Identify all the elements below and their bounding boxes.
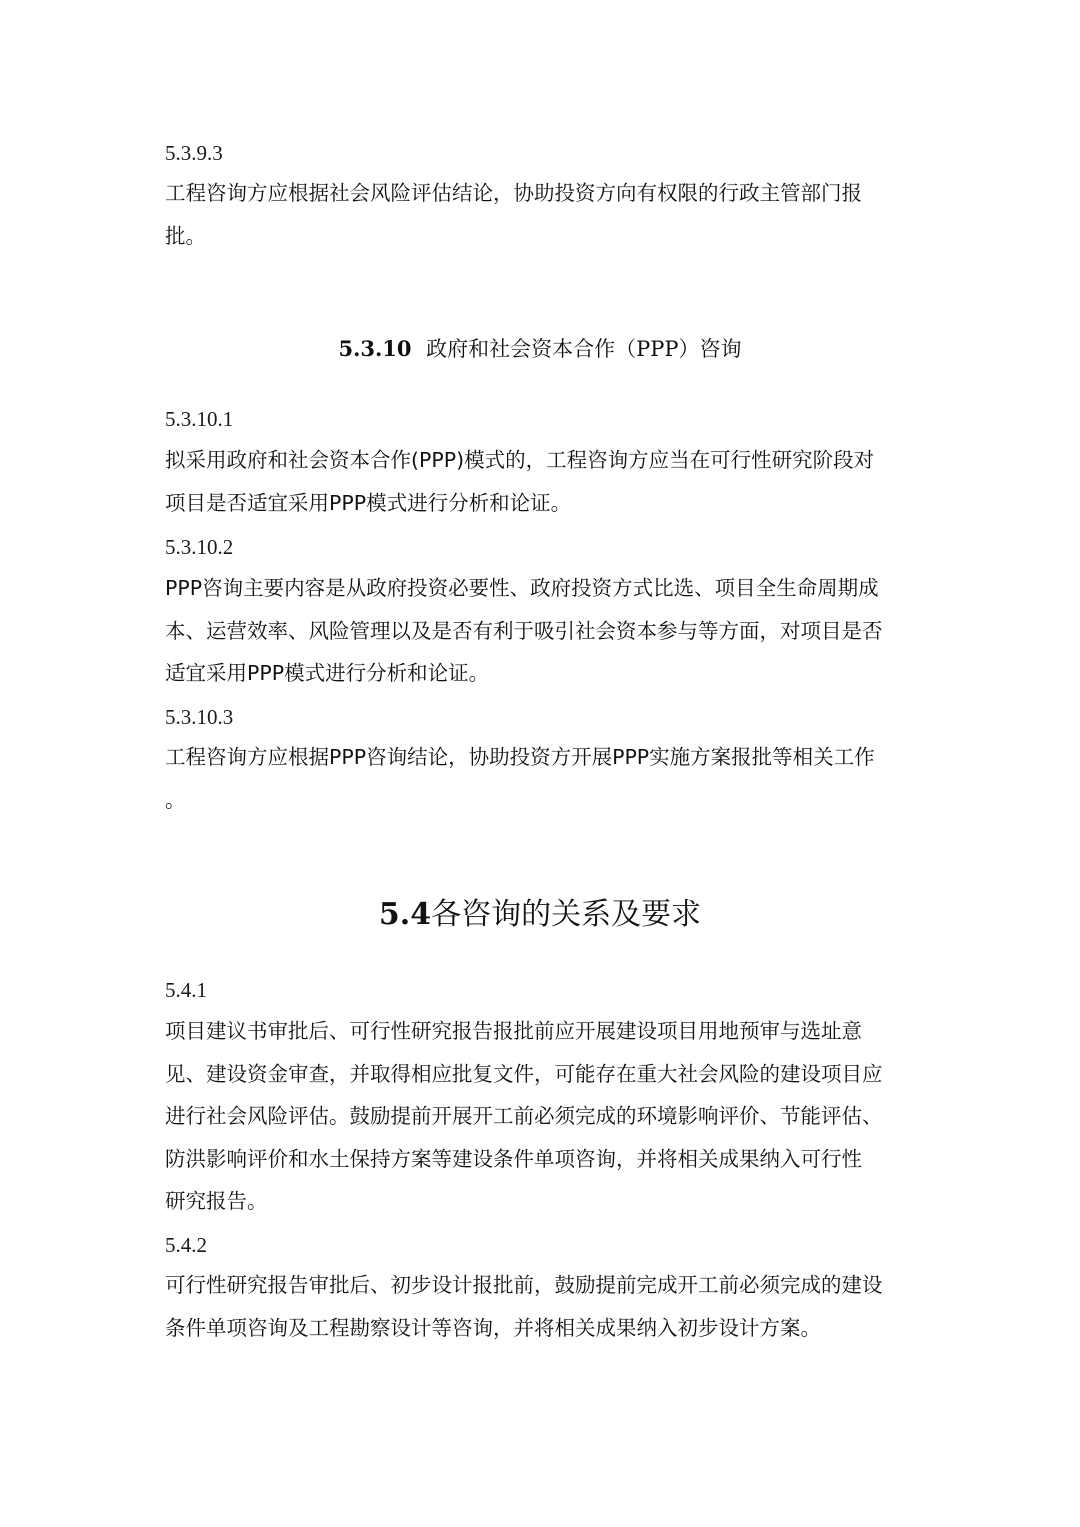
subsection-number: 5.3.10 [338, 336, 412, 361]
clause-text: 项目建议书审批后、可行性研究报告报批前应开展建设项目用地预审与选址意 见、建设资金审查，并取得相应批复文件，可能存在重大社会风险的建设项目应 进行社会风险评估。鼓励提前开展开工前必须完成的环境影响评价、节能评估、 防洪影响评价和水土保持方案等建设条件单项咨询，并将相关成果纳入可行性 研究报告。 [165, 1019, 883, 1213]
clause-number: 5.4.2 [165, 1233, 207, 1257]
clause-text: 拟采用政府和社会资本合作(PPP)模式的，工程咨询方应当在可行性研究阶段对 项目是否适宜采用PPP模式进行分析和论证。 [165, 448, 875, 515]
clause-number: 5.3.10.2 [165, 535, 234, 559]
clause-text: PPP咨询主要内容是从政府投资必要性、政府投资方式比选、项目全生命周期成 本、运营效率、风险管理以及是否有利于吸引社会资本参与等方面，对项目是否 适宜采用PPP模式进行分析和论证。 [165, 576, 883, 685]
subsection-title: 政府和社会资本合作（PPP）咨询 [426, 337, 742, 361]
section-heading [0, 895, 1080, 935]
clause-text: 可行性研究报告审批后、初步设计报批前，鼓励提前完成开工前必须完成的建设 条件单项咨询及工程勘察设计等咨询，并将相关成果纳入初步设计方案。 [165, 1273, 883, 1340]
subsection-heading [0, 334, 1080, 364]
section-number: 5.4 [378, 897, 432, 932]
clause-number: 5.3.10.3 [165, 705, 234, 729]
clause-number: 5.3.9.3 [165, 141, 223, 165]
clause-number: 5.4.1 [165, 978, 207, 1002]
clause-text: 工程咨询方应根据社会风险评估结论，协助投资方向有权限的行政主管部门报 批。 [165, 181, 862, 248]
section-title: 各咨询的关系及要求 [431, 897, 702, 932]
clause-text: 工程咨询方应根据PPP咨询结论，协助投资方开展PPP实施方案报批等相关工作 。 [165, 745, 875, 812]
clause-number: 5.3.10.1 [165, 407, 234, 431]
